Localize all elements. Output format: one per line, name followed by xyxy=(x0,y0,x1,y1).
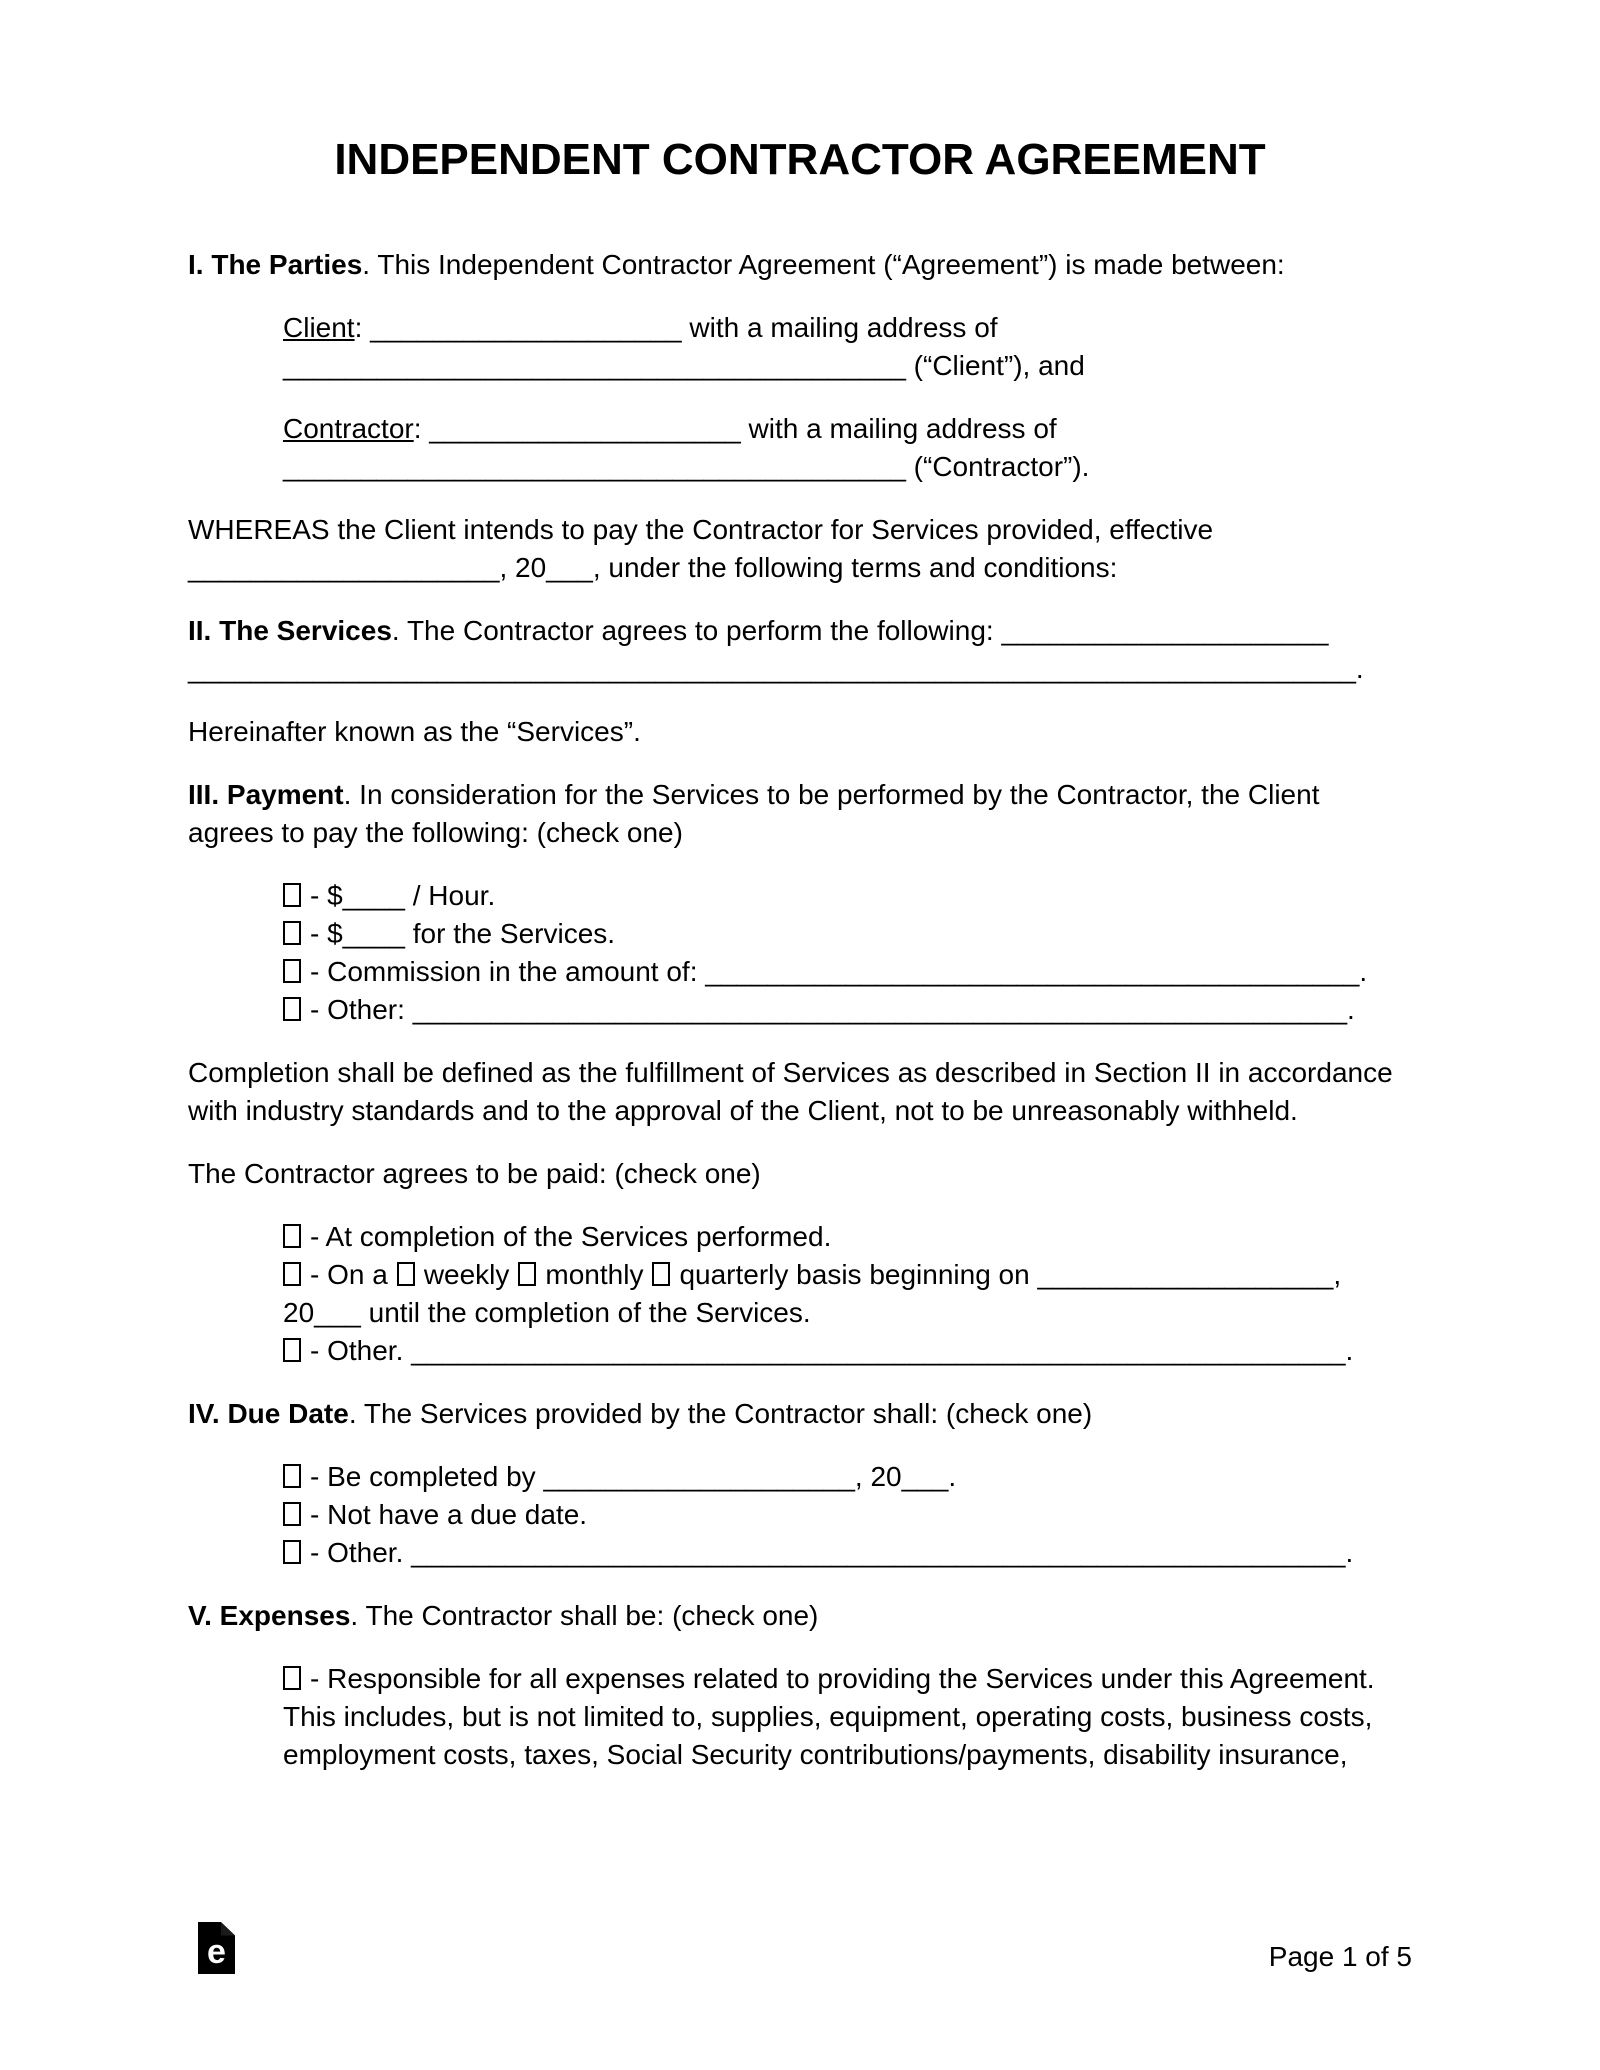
payment-option-other xyxy=(283,991,1412,1029)
client-name-blank[interactable]: ____________________ xyxy=(370,312,682,343)
paid-monthly-label: monthly xyxy=(545,1259,644,1290)
payment-option-fixed-label: - $____ for the Services. xyxy=(310,918,616,949)
paid-option-other-label: - Other. xyxy=(310,1335,412,1366)
checkbox-commission[interactable] xyxy=(283,959,301,983)
whereas-line-1: WHEREAS the Client intends to pay the Contractor for Services provided, effective xyxy=(188,514,1214,545)
services-description-blank-1[interactable]: _____________________ xyxy=(1001,615,1329,646)
due-date-blank[interactable]: ____________________ xyxy=(543,1461,855,1492)
services-heading-text: . The Contractor agrees to perform the following: xyxy=(391,615,1002,646)
due-date-heading-bold: IV. Due Date xyxy=(188,1398,349,1429)
completion-note: Completion shall be defined as the fulfillment of Services as described in Section II in accordance with industry standards and to the approval of the Client, not to be unreasonably withheld. xyxy=(188,1057,1393,1126)
paid-periodic-prefix: - On a xyxy=(310,1259,388,1290)
page-number: Page 1 of 5 xyxy=(1268,1941,1412,1972)
payment-options xyxy=(283,877,1412,1029)
checkbox-expenses-responsible[interactable] xyxy=(283,1666,301,1690)
services-known-as: Hereinafter known as the “Services”. xyxy=(188,716,641,747)
checkbox-paid-other[interactable] xyxy=(283,1338,301,1362)
client-address-blank[interactable]: ________________________________________ xyxy=(283,350,906,381)
expenses-option-responsible xyxy=(283,1660,1412,1774)
payment-option-fixed xyxy=(283,915,1412,953)
section-expenses-heading xyxy=(188,1597,1412,1635)
checkbox-at-completion[interactable] xyxy=(283,1224,301,1248)
payment-option-other-label: - Other: xyxy=(310,994,413,1025)
paid-other-blank[interactable]: ____________________________________________________________. xyxy=(411,1335,1354,1366)
client-line2-text: (“Client”), and xyxy=(905,350,1085,381)
paid-option-other xyxy=(283,1332,1412,1370)
client-label: Client xyxy=(283,312,355,343)
checkbox-completed-by[interactable] xyxy=(283,1464,301,1488)
client-line-2 xyxy=(283,350,1085,381)
periodic-start-date-blank[interactable]: ___________________, xyxy=(1037,1259,1342,1290)
contractor-label: Contractor xyxy=(283,413,414,444)
effective-date-blank[interactable]: ____________________ xyxy=(188,552,500,583)
paid-intro: The Contractor agrees to be paid: (check one) xyxy=(188,1158,761,1189)
payment-heading-text: . In consideration for the Services to be performed by the Contractor, the Client agrees to pay the following: (check one) xyxy=(188,779,1320,848)
section-payment-heading xyxy=(188,776,1412,852)
client-clause xyxy=(283,309,1412,385)
paid-options xyxy=(283,1218,1412,1370)
client-line1-text: with a mailing address of xyxy=(681,312,998,343)
logo-letter: e xyxy=(207,1933,226,1971)
due-option-completed-by xyxy=(283,1458,1412,1496)
payment-option-hourly-label: - $____ / Hour. xyxy=(310,880,496,911)
contractor-name-blank[interactable]: ____________________ xyxy=(429,413,741,444)
due-completed-by-label: - Be completed by xyxy=(310,1461,544,1492)
paid-option-at-completion-label: - At completion of the Services performed. xyxy=(310,1221,832,1252)
checkbox-quarterly[interactable] xyxy=(652,1262,670,1286)
due-option-other xyxy=(283,1534,1412,1572)
payment-other-blank[interactable]: ____________________________________________________________. xyxy=(412,994,1355,1025)
commission-amount-blank[interactable]: __________________________________________. xyxy=(705,956,1368,987)
payment-option-commission xyxy=(283,953,1412,991)
whereas-line2-text: , 20___, under the following terms and conditions: xyxy=(499,552,1118,583)
checkbox-no-due-date[interactable] xyxy=(283,1502,301,1526)
paid-option-at-completion xyxy=(283,1218,1412,1256)
section-due-date-heading xyxy=(188,1395,1412,1433)
contractor-clause xyxy=(283,410,1412,486)
paid-weekly-label: weekly xyxy=(423,1259,510,1290)
eforms-logo xyxy=(198,1922,235,1974)
due-option-no-due-date xyxy=(283,1496,1412,1534)
section-parties-heading xyxy=(188,246,1412,284)
due-date-options xyxy=(283,1458,1412,1572)
checkbox-fixed-amount[interactable] xyxy=(283,921,301,945)
contractor-line-2 xyxy=(283,451,1089,482)
client-label-colon: : xyxy=(354,312,371,343)
paid-option-periodic xyxy=(283,1256,1412,1332)
checkbox-weekly[interactable] xyxy=(397,1262,415,1286)
services-description-blank-2[interactable]: ___________________________________________________________________________. xyxy=(188,653,1364,684)
expenses-heading-text: . The Contractor shall be: (check one) xyxy=(350,1600,819,1631)
checkbox-payment-other[interactable] xyxy=(283,997,301,1021)
due-completed-by-suffix: , 20___. xyxy=(854,1461,957,1492)
contractor-line-1 xyxy=(283,413,1057,444)
parties-heading-text: . This Independent Contractor Agreement (“Agreement”) is made between: xyxy=(362,249,1285,280)
paid-option-periodic-line-1 xyxy=(283,1259,1341,1290)
paid-option-periodic-line-2: 20___ until the completion of the Services. xyxy=(283,1297,811,1328)
due-other-blank[interactable]: ____________________________________________________________. xyxy=(411,1537,1354,1568)
client-line-1 xyxy=(283,312,998,343)
due-other-label: - Other. xyxy=(310,1537,412,1568)
expenses-responsible-label: - Responsible for all expenses related to providing the Services under this Agreement. This includes, but is not limited to, supplies, equipment, operating costs, business costs, employment costs, taxes, Social Security contributions/payments, disability insurance, xyxy=(283,1663,1375,1770)
checkbox-due-other[interactable] xyxy=(283,1540,301,1564)
payment-option-commission-label: - Commission in the amount of: xyxy=(310,956,706,987)
whereas-clause xyxy=(188,511,1412,587)
contractor-label-colon: : xyxy=(413,413,430,444)
due-no-due-date-label: - Not have a due date. xyxy=(310,1499,588,1530)
expenses-heading-bold: V. Expenses xyxy=(188,1600,351,1631)
due-date-heading-text: . The Services provided by the Contractor shall: (check one) xyxy=(348,1398,1093,1429)
contractor-line1-text: with a mailing address of xyxy=(740,413,1057,444)
services-heading-bold: II. The Services xyxy=(188,615,392,646)
parties-heading-bold: I. The Parties xyxy=(188,249,363,280)
checkbox-hourly-rate[interactable] xyxy=(283,883,301,907)
paid-quarterly-label: quarterly basis beginning on xyxy=(679,1259,1038,1290)
section-services xyxy=(188,612,1412,688)
checkbox-periodic-basis[interactable] xyxy=(283,1262,301,1286)
services-line-1 xyxy=(188,615,1328,646)
whereas-line-2 xyxy=(188,552,1117,583)
expenses-options xyxy=(283,1660,1412,1774)
payment-option-hourly xyxy=(283,877,1412,915)
document-title: INDEPENDENT CONTRACTOR AGREEMENT xyxy=(334,135,1266,184)
checkbox-monthly[interactable] xyxy=(518,1262,536,1286)
contractor-line2-text: (“Contractor”). xyxy=(905,451,1090,482)
contractor-address-blank[interactable]: ________________________________________ xyxy=(283,451,906,482)
payment-heading-bold: III. Payment xyxy=(188,779,344,810)
